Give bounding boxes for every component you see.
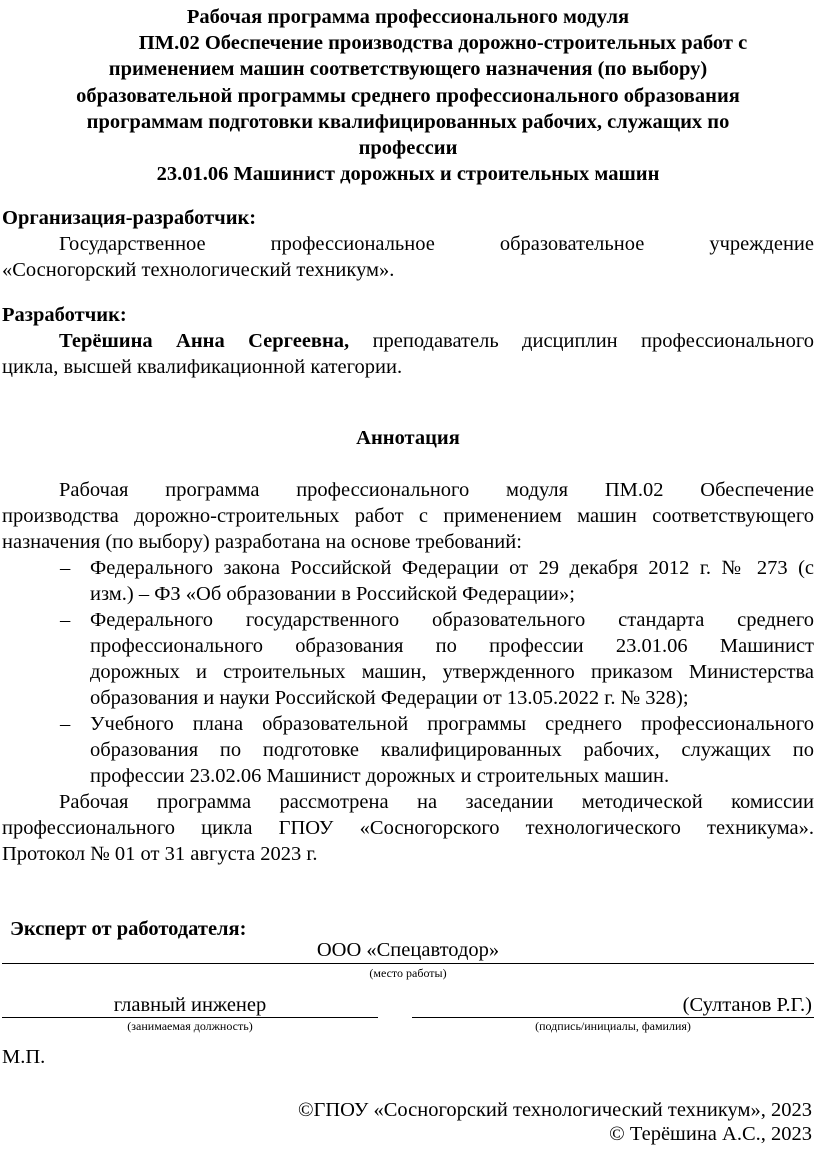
- closing-line: Рабочая программа рассмотрена на заседании методической комиссии: [59, 791, 814, 813]
- requirement-item: [2, 711, 814, 789]
- item-line: изм.) – ФЗ «Об образовании в Российской Федерации»;: [90, 583, 575, 605]
- item-line: Федерального закона Российской Федерации от 29 декабря 2012 г. № 273 (с: [90, 557, 814, 579]
- developer-role: преподаватель дисциплин профессионального: [349, 330, 815, 352]
- signature-line: [412, 1017, 814, 1018]
- position-caption: (занимаемая должность): [127, 1019, 253, 1033]
- developer-heading: Разработчик:: [2, 304, 127, 326]
- dash-bullet: –: [60, 609, 71, 631]
- annotation-heading: Аннотация: [356, 427, 460, 449]
- title-line: ПМ.02 Обеспечение производства дорожно-строительных работ с: [138, 32, 748, 55]
- organization-line: «Сосногорский технологический техникум».: [2, 259, 395, 281]
- expert-workplace: ООО «Спецавтодор»: [316, 939, 500, 961]
- title-line: профессии: [358, 137, 458, 160]
- requirement-item: [2, 555, 814, 607]
- item-line: образования по подготовке квалифицированных рабочих, служащих по: [90, 739, 814, 761]
- stamp-mark: М.П.: [2, 1046, 46, 1068]
- organization-section: [2, 205, 814, 283]
- intro-line: назначения (по выбору) разработана на основе требований:: [2, 531, 522, 553]
- item-line: дорожных и строительных машин, утвержденного приказом Министерства: [90, 661, 814, 683]
- item-line: Федерального государственного образовательного стандарта среднего: [90, 609, 814, 631]
- expert-heading: Эксперт от работодателя:: [10, 918, 247, 940]
- developer-name: Терёшина Анна Сергеевна,: [59, 330, 350, 352]
- dash-bullet: –: [60, 713, 71, 735]
- item-line: Учебного плана образовательной программы среднего профессионального: [90, 713, 814, 735]
- workplace-line: [2, 963, 814, 964]
- developer-line: [2, 328, 814, 354]
- title-line: применением машин соответствующего назначения (по выбору): [108, 58, 708, 81]
- item-line: профессионального образования по профессии 23.01.06 Машинист: [90, 635, 814, 657]
- expert-position: главный инженер: [113, 994, 267, 1016]
- copyright-line: ©ГПОУ «Сосногорский технологический техникум», 2023: [297, 1099, 812, 1121]
- dash-bullet: –: [60, 557, 71, 579]
- intro-line: Рабочая программа профессионального модуля ПМ.02 Обеспечение: [59, 479, 814, 501]
- closing-line: Протокол № 01 от 31 августа 2023 г.: [2, 843, 318, 865]
- document-title: [10, 4, 806, 187]
- developer-line: цикла, высшей квалификационной категории.: [2, 356, 403, 378]
- workplace-caption: (место работы): [369, 966, 447, 980]
- developer-section: [2, 302, 814, 380]
- organization-line: Государственное профессиональное образовательное учреждение: [59, 233, 814, 255]
- intro-line: производства дорожно-строительных работ с применением машин соответствующего: [2, 505, 814, 527]
- organization-heading: Организация-разработчик:: [2, 207, 257, 229]
- signature-caption: (подпись/инициалы, фамилия): [535, 1019, 691, 1033]
- copyright-line: © Терёшина А.С., 2023: [609, 1123, 812, 1145]
- title-line: 23.01.06 Машинист дорожных и строительных машин: [156, 163, 660, 186]
- expert-signature: (Султанов Р.Г.): [682, 994, 812, 1016]
- position-line: [2, 1017, 378, 1018]
- title-line: Рабочая программа профессионального модуля: [186, 6, 630, 28]
- title-line: программам подготовки квалифицированных рабочих, служащих по: [86, 110, 730, 133]
- item-line: образования и науки Российской Федерации от 13.05.2022 г. № 328);: [90, 687, 689, 709]
- requirement-item: [2, 607, 814, 711]
- closing-line: профессионального цикла ГПОУ «Сосногорского технологического техникума».: [2, 817, 814, 839]
- item-line: профессии 23.02.06 Машинист дорожных и строительных машин.: [90, 765, 670, 787]
- title-line: образовательной программы среднего профессионального образования: [76, 84, 740, 107]
- annotation-body: [2, 477, 814, 867]
